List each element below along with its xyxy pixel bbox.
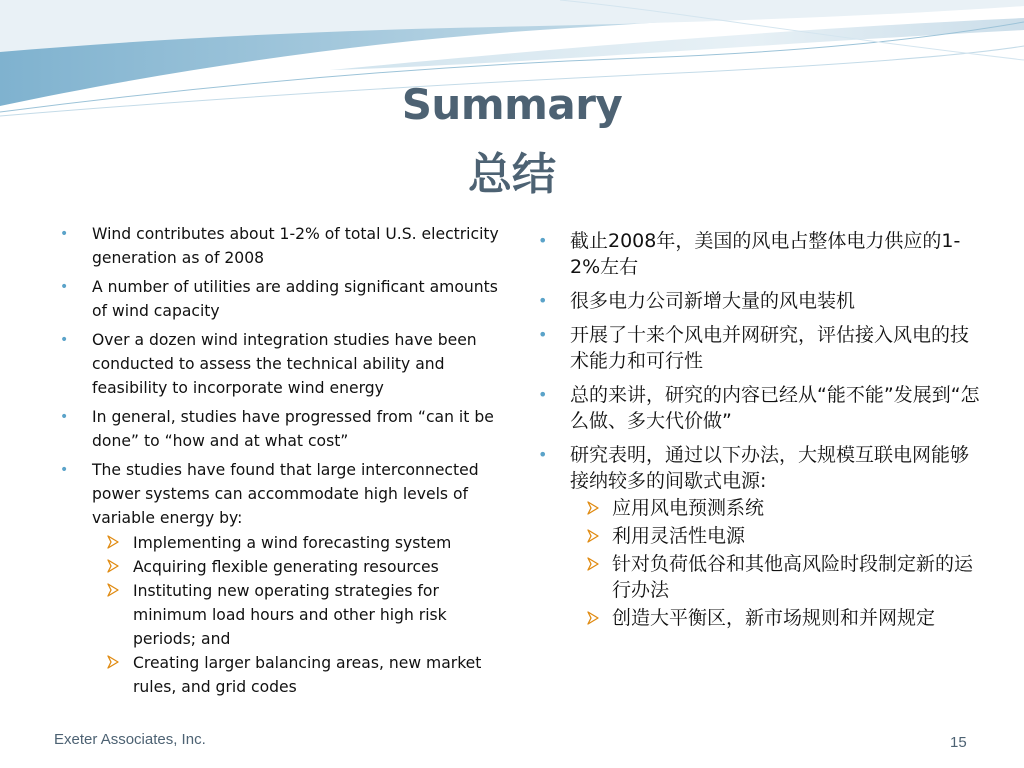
list-item-text: 总的来讲，研究的内容已经从“能不能”发展到“怎么做、多大代价做”	[570, 384, 980, 432]
bullet-dot-icon: •	[60, 279, 69, 295]
bullet-dot-icon: •	[538, 325, 548, 344]
english-sub-list	[92, 531, 508, 699]
list-item	[538, 382, 986, 434]
sub-list-item-text: Implementing a wind forecasting system	[133, 534, 452, 552]
bullet-dot-icon: •	[60, 409, 69, 425]
sub-list-item	[92, 531, 508, 555]
slide-page-number: 15	[950, 734, 967, 751]
list-item	[60, 275, 508, 323]
bullet-dot-icon: •	[538, 291, 548, 310]
english-content-column	[60, 222, 508, 704]
list-item-text: A number of utilities are adding significant amounts of wind capacity	[92, 278, 498, 320]
bullet-dot-icon: •	[60, 332, 69, 348]
arrow-bullet-icon	[586, 529, 600, 543]
sub-list-item-text: Instituting new operating strategies for minimum load hours and other high risk periods; and	[133, 582, 447, 648]
bullet-dot-icon: •	[60, 226, 69, 242]
list-item-text: Over a dozen wind integration studies have been conducted to assess the technical ability and feasibility to incorporate wind energy	[92, 331, 477, 397]
list-item	[538, 228, 986, 280]
bullet-dot-icon: •	[60, 462, 69, 478]
list-item	[60, 222, 508, 270]
slide-title: Summary	[401, 80, 623, 129]
sub-list-item	[92, 579, 508, 651]
list-item	[538, 442, 986, 631]
sub-list-item	[570, 495, 986, 521]
list-item	[538, 322, 986, 374]
list-item-text: The studies have found that large interconnected power systems can accommodate high levels of variable energy by:	[92, 461, 479, 527]
sub-list-item-text: 应用风电预测系统	[612, 497, 765, 519]
arrow-bullet-icon	[586, 611, 600, 625]
chinese-content-column	[538, 228, 986, 639]
list-item	[538, 288, 986, 314]
sub-list-item	[92, 555, 508, 579]
sub-list-item	[92, 651, 508, 699]
list-item-text: In general, studies have progressed from “can it be done” to “how and at what cost”	[92, 408, 494, 450]
sub-list-item-text: Creating larger balancing areas, new market rules, and grid codes	[133, 654, 482, 696]
sub-list-item	[570, 605, 986, 631]
list-item-text: 开展了十来个风电并网研究，评估接入风电的技术能力和可行性	[570, 324, 970, 372]
bullet-dot-icon: •	[538, 445, 548, 464]
bullet-dot-icon: •	[538, 385, 548, 404]
slide-title-chinese: 总结	[468, 149, 556, 200]
sub-list-item	[570, 523, 986, 549]
sub-list-item-text: 针对负荷低谷和其他高风险时段制定新的运行办法	[612, 553, 974, 601]
list-item	[60, 405, 508, 453]
sub-list-item-text: Acquiring flexible generating resources	[133, 558, 439, 576]
sub-list-item	[570, 551, 986, 603]
sub-list-item-text: 利用灵活性电源	[612, 525, 746, 547]
english-bullet-list	[60, 222, 508, 699]
list-item-text: 很多电力公司新增大量的风电装机	[570, 290, 856, 312]
list-item-text: 截止2008年，美国的风电占整体电力供应的1-2%左右	[570, 230, 961, 278]
chinese-sub-list	[570, 495, 986, 631]
arrow-bullet-icon	[106, 583, 120, 597]
arrow-bullet-icon	[106, 655, 120, 669]
list-item-text: Wind contributes about 1-2% of total U.S. electricity generation as of 2008	[92, 225, 499, 267]
footer-company-name: Exeter Associates, Inc.	[54, 731, 206, 748]
chinese-bullet-list	[538, 228, 986, 631]
bullet-dot-icon: •	[538, 231, 548, 250]
arrow-bullet-icon	[106, 535, 120, 549]
list-item	[60, 458, 508, 699]
sub-list-item-text: 创造大平衡区，新市场规则和并网规定	[612, 607, 936, 629]
list-item	[60, 328, 508, 400]
arrow-bullet-icon	[586, 557, 600, 571]
arrow-bullet-icon	[106, 559, 120, 573]
list-item-text: 研究表明，通过以下办法，大规模互联电网能够接纳较多的间歇式电源:	[570, 444, 970, 492]
arrow-bullet-icon	[586, 501, 600, 515]
